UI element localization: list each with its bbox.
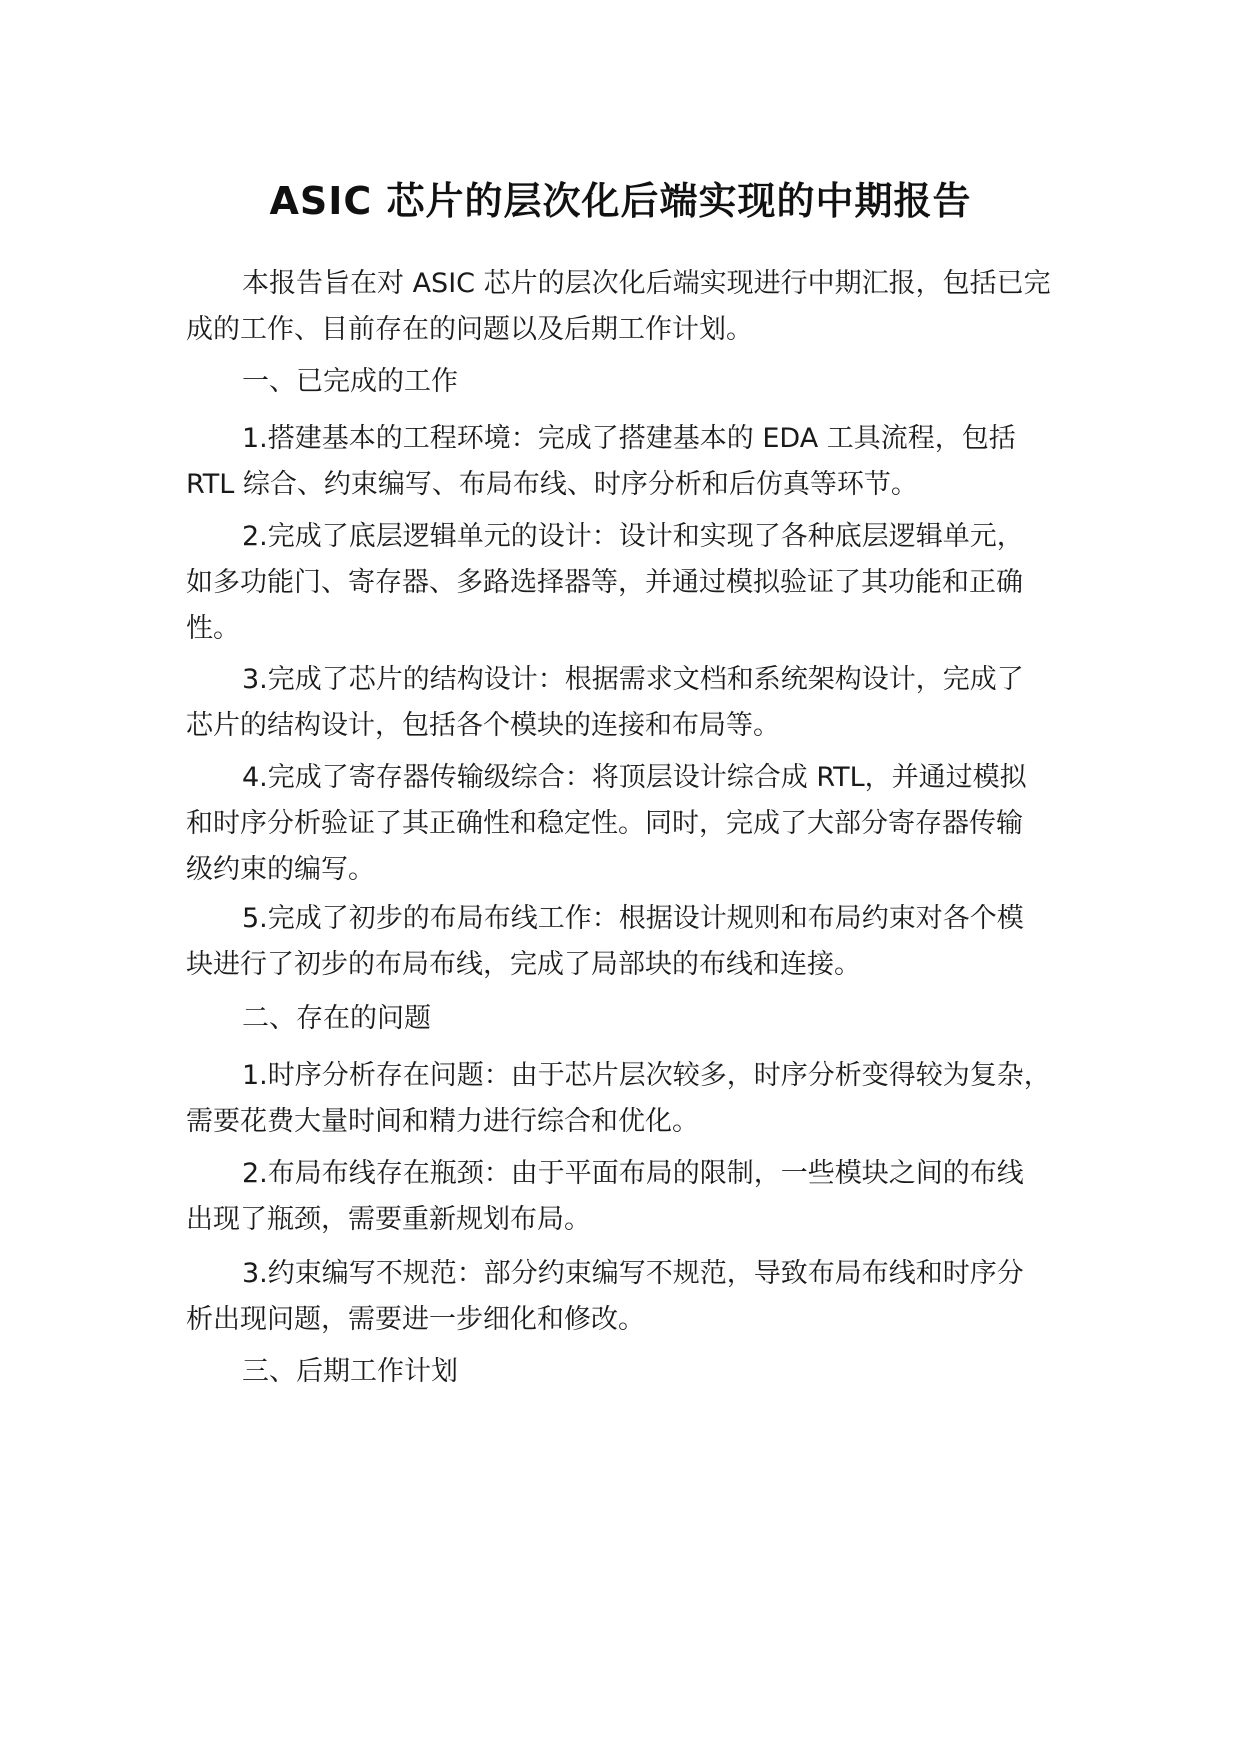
document-title: ASIC 芯片的层次化后端实现的中期报告 (269, 179, 972, 223)
paragraph-completed-2 (186, 514, 1066, 652)
paragraph-completed-1 (186, 416, 1066, 508)
paragraph-line: 级约束的编写。 (186, 854, 375, 885)
paragraph-completed-4 (186, 755, 1066, 893)
paragraph-completed-3 (186, 657, 1066, 749)
section-heading: 一、已完成的工作 (242, 366, 458, 397)
paragraph-line: 芯片的结构设计，包括各个模块的连接和布局等。 (186, 710, 780, 741)
paragraph-problem-3 (186, 1251, 1066, 1343)
paragraph-line: 需要花费大量时间和精力进行综合和优化。 (186, 1106, 699, 1137)
paragraph-problem-2 (186, 1151, 1066, 1243)
paragraph-line: 块进行了初步的布局布线，完成了局部块的布线和连接。 (186, 949, 861, 980)
paragraph-line: 1.搭建基本的工程环境：完成了搭建基本的 EDA 工具流程，包括 (242, 423, 1016, 454)
section-heading-problems (186, 996, 1066, 1042)
paragraph-line: 5.完成了初步的布局布线工作：根据设计规则和布局约束对各个模 (242, 903, 1024, 934)
paragraph-line: 3.约束编写不规范：部分约束编写不规范，导致布局布线和时序分 (242, 1258, 1024, 1289)
section-heading: 三、后期工作计划 (242, 1356, 458, 1387)
section-heading-future-plan (186, 1349, 1066, 1395)
paragraph-line: 2.布局布线存在瓶颈：由于平面布局的限制，一些模块之间的布线 (242, 1158, 1024, 1189)
paragraph-line: 本报告旨在对 ASIC 芯片的层次化后端实现进行中期汇报，包括已完 (242, 268, 1051, 299)
paragraph-line: 析出现问题，需要进一步细化和修改。 (186, 1304, 645, 1335)
paragraph-problem-1 (186, 1053, 1066, 1145)
paragraph-line: 出现了瓶颈，需要重新规划布局。 (186, 1204, 591, 1235)
section-heading: 二、存在的问题 (242, 1003, 431, 1034)
paragraph-line: 1.时序分析存在问题：由于芯片层次较多，时序分析变得较为复杂， (242, 1060, 1051, 1091)
paragraph-completed-5 (186, 896, 1066, 988)
paragraph-line: 成的工作、目前存在的问题以及后期工作计划。 (186, 314, 753, 345)
paragraph-line: 性。 (186, 613, 240, 644)
paragraph-line: 2.完成了底层逻辑单元的设计：设计和实现了各种底层逻辑单元， (242, 521, 1024, 552)
paragraph-line: 和时序分析验证了其正确性和稳定性。同时，完成了大部分寄存器传输 (186, 808, 1023, 839)
paragraph-line: 3.完成了芯片的结构设计：根据需求文档和系统架构设计，完成了 (242, 664, 1024, 695)
paragraph-line: 4.完成了寄存器传输级综合：将顶层设计综合成 RTL，并通过模拟 (242, 762, 1027, 793)
paragraph-intro (186, 261, 1066, 353)
section-heading-completed-work (186, 359, 1066, 405)
paragraph-line: 如多功能门、寄存器、多路选择器等，并通过模拟验证了其功能和正确 (186, 567, 1023, 598)
paragraph-line: RTL 综合、约束编写、布局布线、时序分析和后仿真等环节。 (186, 469, 918, 500)
